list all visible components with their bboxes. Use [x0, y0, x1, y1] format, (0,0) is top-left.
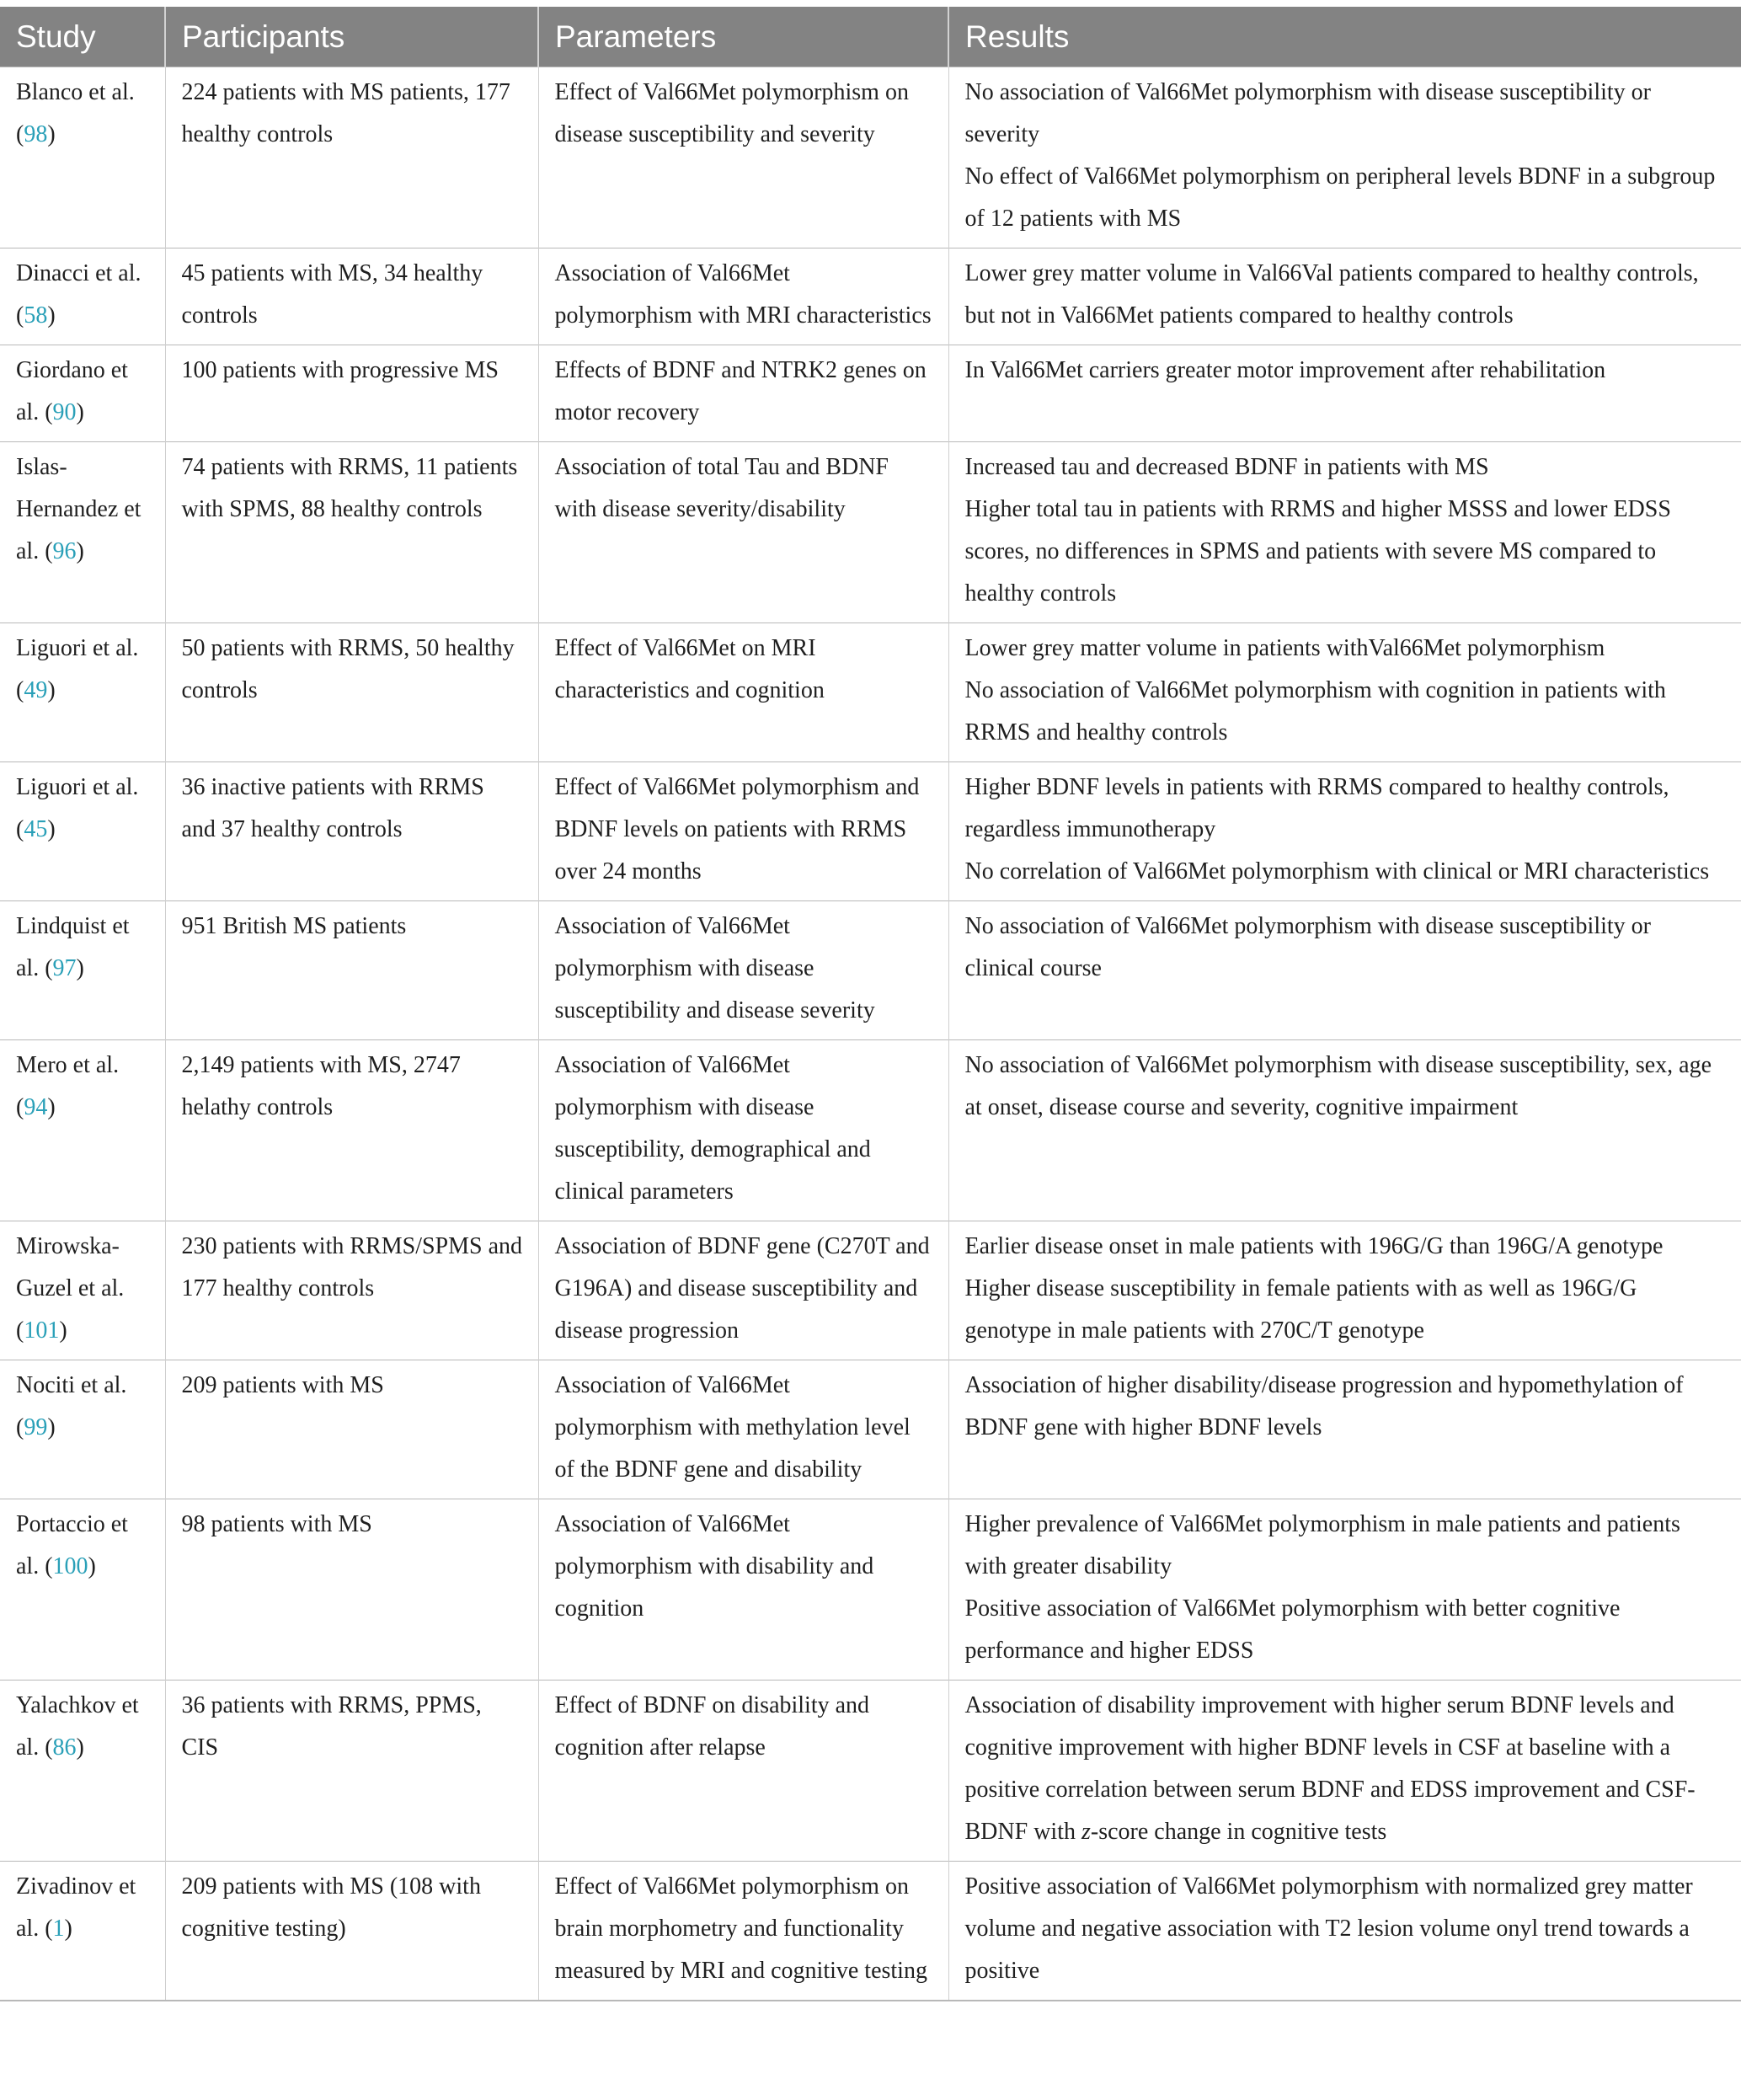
- result-line: Higher BDNF levels in patients with RRMS compared to healthy controls, regardless immunotherapy: [964, 774, 1669, 842]
- result-line: No association of Val66Met polymorphism with cognition in patients with RRMS and healthy controls: [964, 677, 1666, 745]
- cell-results: Association of disability improvement with higher serum BDNF levels and cognitive improvement with higher BDNF levels in CSF at baseline with a positive correlation between serum BDNF and EDSS improvement and CSF-BDNF with z-score change in cognitive tests: [948, 1681, 1741, 1862]
- cell-parameters: Effects of BDNF and NTRK2 genes on motor recovery: [538, 345, 948, 442]
- result-line: Higher total tau in patients with RRMS and higher MSSS and lower EDSS scores, no differences in SPMS and patients with severe MS compared to healthy controls: [964, 496, 1671, 606]
- cell-parameters: Effect of Val66Met polymorphism on brain morphometry and functionality measured by MRI and cognitive testing: [538, 1862, 948, 2001]
- cell-results: [948, 248, 1741, 345]
- reference-link[interactable]: 97: [52, 955, 77, 981]
- table-row: [0, 1040, 1741, 1221]
- cell-study: Yalachkov et al. (86): [0, 1681, 165, 1862]
- reference-link[interactable]: 96: [52, 538, 77, 564]
- result-line: No association of Val66Met polymorphism with disease susceptibility or clinical course: [964, 913, 1652, 981]
- result-line: Higher prevalence of Val66Met polymorphism in male patients and patients with greater disability: [964, 1511, 1680, 1579]
- reference-link[interactable]: 86: [52, 1734, 77, 1761]
- cell-participants: 209 patients with MS: [165, 1360, 538, 1499]
- cell-parameters: Association of total Tau and BDNF with disease severity/disability: [538, 442, 948, 623]
- result-line: No effect of Val66Met polymorphism on peripheral levels BDNF in a subgroup of 12 patients with MS: [964, 163, 1716, 232]
- cell-study: Mero et al. (94): [0, 1040, 165, 1221]
- header-participants: Participants: [165, 7, 538, 67]
- table-row: [0, 1681, 1741, 1862]
- cell-parameters: Association of Val66Met polymorphism with disease susceptibility, demographical and clinical parameters: [538, 1040, 948, 1221]
- reference-link[interactable]: 45: [24, 816, 48, 842]
- result-line: Positive association of Val66Met polymorphism with normalized grey matter volume and negative association with T2 lesion volume onyl trend towards a positive: [964, 1873, 1693, 1984]
- table-header: [0, 7, 1741, 67]
- result-line: Lower grey matter volume in Val66Val patients compared to healthy controls, but not in Val66Met patients compared to healthy controls: [964, 260, 1699, 329]
- cell-parameters: Association of Val66Met polymorphism with MRI characteristics: [538, 248, 948, 345]
- reference-link[interactable]: 49: [24, 677, 48, 703]
- cell-participants: 224 patients with MS patients, 177 healthy controls: [165, 67, 538, 248]
- table-row: [0, 442, 1741, 623]
- header-parameters: Parameters: [538, 7, 948, 67]
- cell-study: Nociti et al. (99): [0, 1360, 165, 1499]
- cell-study: Islas-Hernandez et al. (96): [0, 442, 165, 623]
- table-row: [0, 345, 1741, 442]
- cell-parameters: Association of Val66Met polymorphism with disability and cognition: [538, 1499, 948, 1681]
- cell-study: Portaccio et al. (100): [0, 1499, 165, 1681]
- cell-results: [948, 1862, 1741, 2001]
- cell-study: Blanco et al. (98): [0, 67, 165, 248]
- cell-results: [948, 67, 1741, 248]
- table-body: [0, 67, 1741, 2001]
- cell-participants: 209 patients with MS (108 with cognitive testing): [165, 1862, 538, 2001]
- cell-participants: 98 patients with MS: [165, 1499, 538, 1681]
- cell-results: [948, 442, 1741, 623]
- cell-participants: 230 patients with RRMS/SPMS and 177 healthy controls: [165, 1221, 538, 1360]
- cell-parameters: Effect of BDNF on disability and cognition after relapse: [538, 1681, 948, 1862]
- cell-participants: 2,149 patients with MS, 2747 helathy controls: [165, 1040, 538, 1221]
- result-line: Association of higher disability/disease progression and hypomethylation of BDNF gene with higher BDNF levels: [964, 1372, 1684, 1440]
- cell-results: [948, 1360, 1741, 1499]
- reference-link[interactable]: 101: [24, 1317, 60, 1344]
- cell-parameters: Effect of Val66Met on MRI characteristics and cognition: [538, 623, 948, 762]
- cell-parameters: Association of Val66Met polymorphism with methylation level of the BDNF gene and disability: [538, 1360, 948, 1499]
- cell-study: Mirowska-Guzel et al. (101): [0, 1221, 165, 1360]
- cell-results: [948, 345, 1741, 442]
- cell-participants: 36 inactive patients with RRMS and 37 healthy controls: [165, 762, 538, 901]
- cell-parameters: Association of BDNF gene (C270T and G196A) and disease susceptibility and disease progression: [538, 1221, 948, 1360]
- table-row: [0, 248, 1741, 345]
- cell-study: Liguori et al. (49): [0, 623, 165, 762]
- reference-link[interactable]: 99: [24, 1414, 48, 1440]
- cell-participants: 100 patients with progressive MS: [165, 345, 538, 442]
- result-line: No association of Val66Met polymorphism with disease susceptibility or severity: [964, 79, 1652, 147]
- cell-parameters: Association of Val66Met polymorphism with disease susceptibility and disease severity: [538, 901, 948, 1040]
- cell-study: Dinacci et al. (58): [0, 248, 165, 345]
- cell-parameters: Effect of Val66Met polymorphism on disease susceptibility and severity: [538, 67, 948, 248]
- reference-link[interactable]: 100: [52, 1553, 88, 1579]
- studies-table: [0, 7, 1741, 2001]
- cell-results: [948, 1040, 1741, 1221]
- reference-link[interactable]: 98: [24, 121, 48, 147]
- cell-results: [948, 623, 1741, 762]
- cell-participants: 45 patients with MS, 34 healthy controls: [165, 248, 538, 345]
- result-line: Earlier disease onset in male patients with 196G/G than 196G/A genotype: [964, 1233, 1664, 1259]
- result-line: Lower grey matter volume in patients withVal66Met polymorphism: [964, 635, 1605, 661]
- table-row: [0, 67, 1741, 248]
- cell-results: [948, 1499, 1741, 1681]
- cell-results: [948, 1221, 1741, 1360]
- reference-link[interactable]: 90: [52, 399, 77, 425]
- reference-link[interactable]: 58: [24, 302, 48, 329]
- table-row: [0, 1862, 1741, 2001]
- cell-parameters: Effect of Val66Met polymorphism and BDNF levels on patients with RRMS over 24 months: [538, 762, 948, 901]
- cell-participants: 36 patients with RRMS, PPMS, CIS: [165, 1681, 538, 1862]
- cell-participants: 50 patients with RRMS, 50 healthy controls: [165, 623, 538, 762]
- cell-study: Giordano et al. (90): [0, 345, 165, 442]
- reference-link[interactable]: 1: [52, 1916, 65, 1942]
- result-line: Increased tau and decreased BDNF in patients with MS: [964, 454, 1489, 480]
- table-row: [0, 1221, 1741, 1360]
- table-row: [0, 1360, 1741, 1499]
- cell-study: Zivadinov et al. (1): [0, 1862, 165, 2001]
- table-row: [0, 762, 1741, 901]
- table-row: [0, 901, 1741, 1040]
- result-line: Positive association of Val66Met polymorphism with better cognitive performance and higher EDSS: [964, 1595, 1621, 1664]
- result-line: Higher disease susceptibility in female patients with as well as 196G/G genotype in male patients with 270C/T genotype: [964, 1275, 1637, 1344]
- cell-results: [948, 762, 1741, 901]
- header-results: Results: [948, 7, 1741, 67]
- table-row: [0, 623, 1741, 762]
- reference-link[interactable]: 94: [24, 1094, 48, 1120]
- cell-results: [948, 901, 1741, 1040]
- result-line: In Val66Met carriers greater motor improvement after rehabilitation: [964, 357, 1606, 383]
- result-line: No correlation of Val66Met polymorphism with clinical or MRI characteristics: [964, 858, 1710, 884]
- cell-study: Liguori et al. (45): [0, 762, 165, 901]
- cell-participants: 951 British MS patients: [165, 901, 538, 1040]
- cell-study: Lindquist et al. (97): [0, 901, 165, 1040]
- cell-participants: 74 patients with RRMS, 11 patients with SPMS, 88 healthy controls: [165, 442, 538, 623]
- header-study: Study: [0, 7, 165, 67]
- table-row: [0, 1499, 1741, 1681]
- result-line: No association of Val66Met polymorphism with disease susceptibility, sex, age at onset, disease course and severity, cognitive impairment: [964, 1052, 1712, 1120]
